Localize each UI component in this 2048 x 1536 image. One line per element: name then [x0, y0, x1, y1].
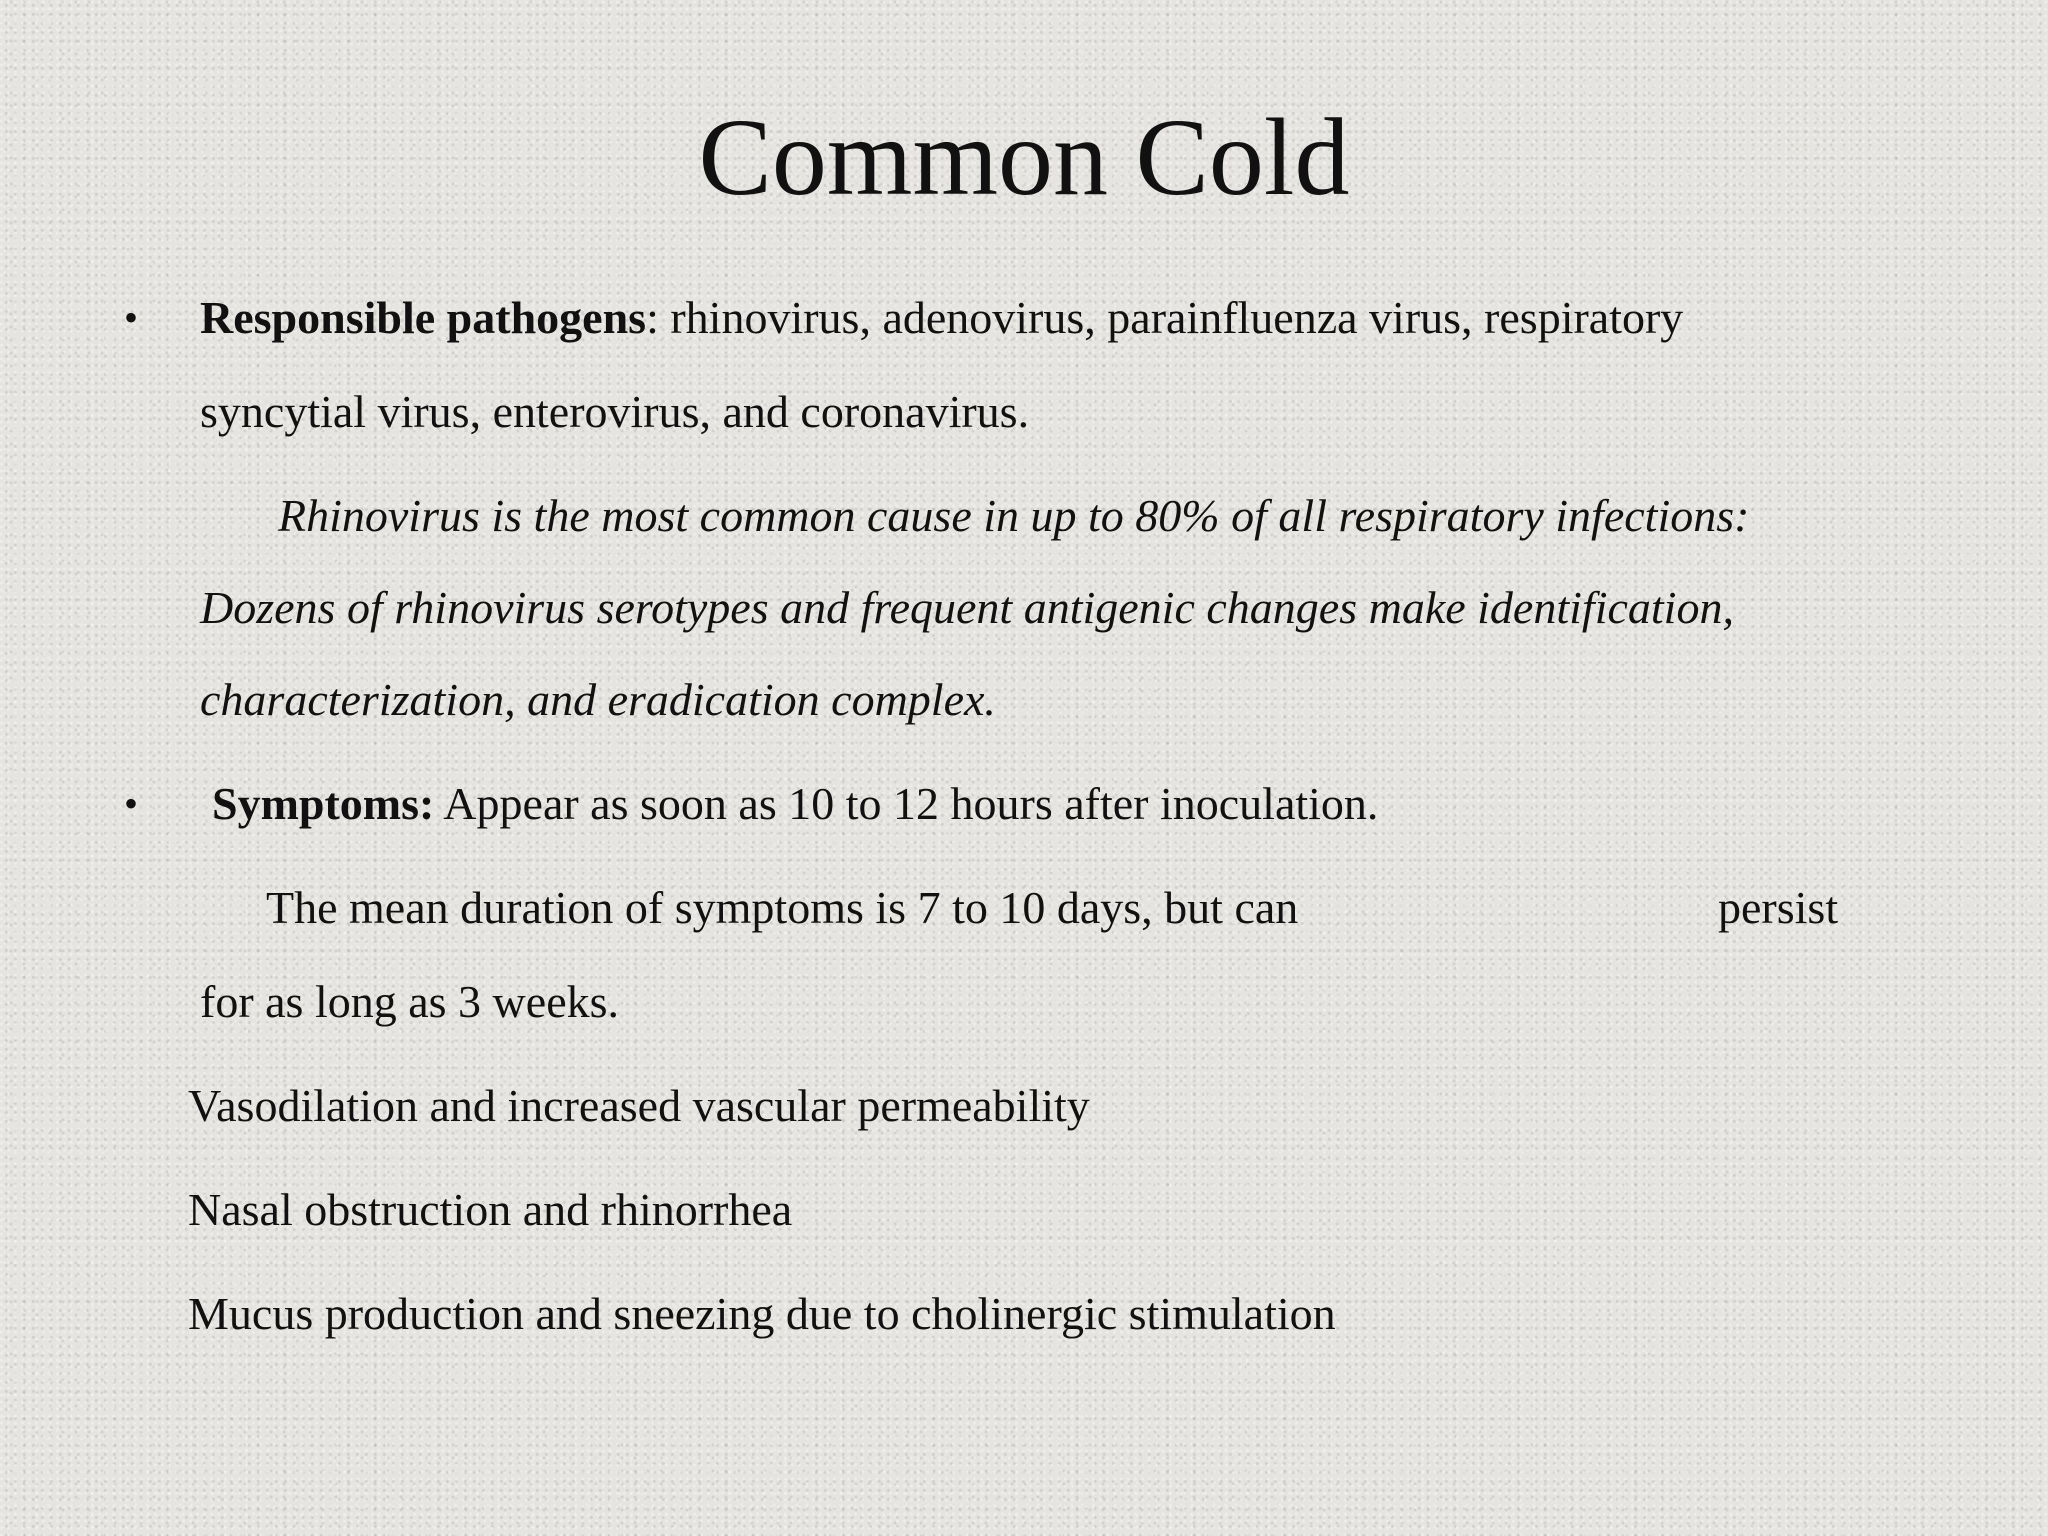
duration-line-1a: The mean duration of symptoms is 7 to 10 days, but can	[266, 882, 1299, 933]
rhinovirus-note-line-3: characterization, and eradication complex.	[200, 674, 996, 725]
symptoms-heading: Symptoms:	[212, 778, 435, 829]
rhinovirus-note-line-1: Rhinovirus is the most common cause in up to 80% of all respiratory infections:	[278, 490, 1750, 541]
pathogens-text-1: : rhinovirus, adenovirus, parainfluenza virus, respiratory	[646, 292, 1684, 343]
bullet-icon: •	[124, 781, 139, 826]
pathogens-line-1	[200, 290, 1683, 346]
symptoms-text-1: Appear as soon as 10 to 12 hours after inoculation.	[434, 778, 1379, 829]
duration-line-2: for as long as 3 weeks.	[200, 976, 620, 1027]
rhinovirus-note-line-2: Dozens of rhinovirus serotypes and frequent antigenic changes make identification,	[200, 582, 1734, 633]
symptom-item: Nasal obstruction and rhinorrhea	[188, 1184, 793, 1235]
bullet-icon: •	[124, 295, 139, 340]
pathogens-line-2: syncytial virus, enterovirus, and coronavirus.	[200, 386, 1030, 437]
slide-title: Common Cold	[698, 96, 1350, 218]
pathogens-heading: Responsible pathogens	[200, 292, 647, 343]
symptoms-line-1	[212, 776, 1378, 832]
symptom-item: Mucus production and sneezing due to cholinergic stimulation	[188, 1288, 1336, 1339]
duration-line-1b: persist	[1718, 882, 1839, 933]
symptom-item: Vasodilation and increased vascular permeability	[188, 1080, 1090, 1131]
